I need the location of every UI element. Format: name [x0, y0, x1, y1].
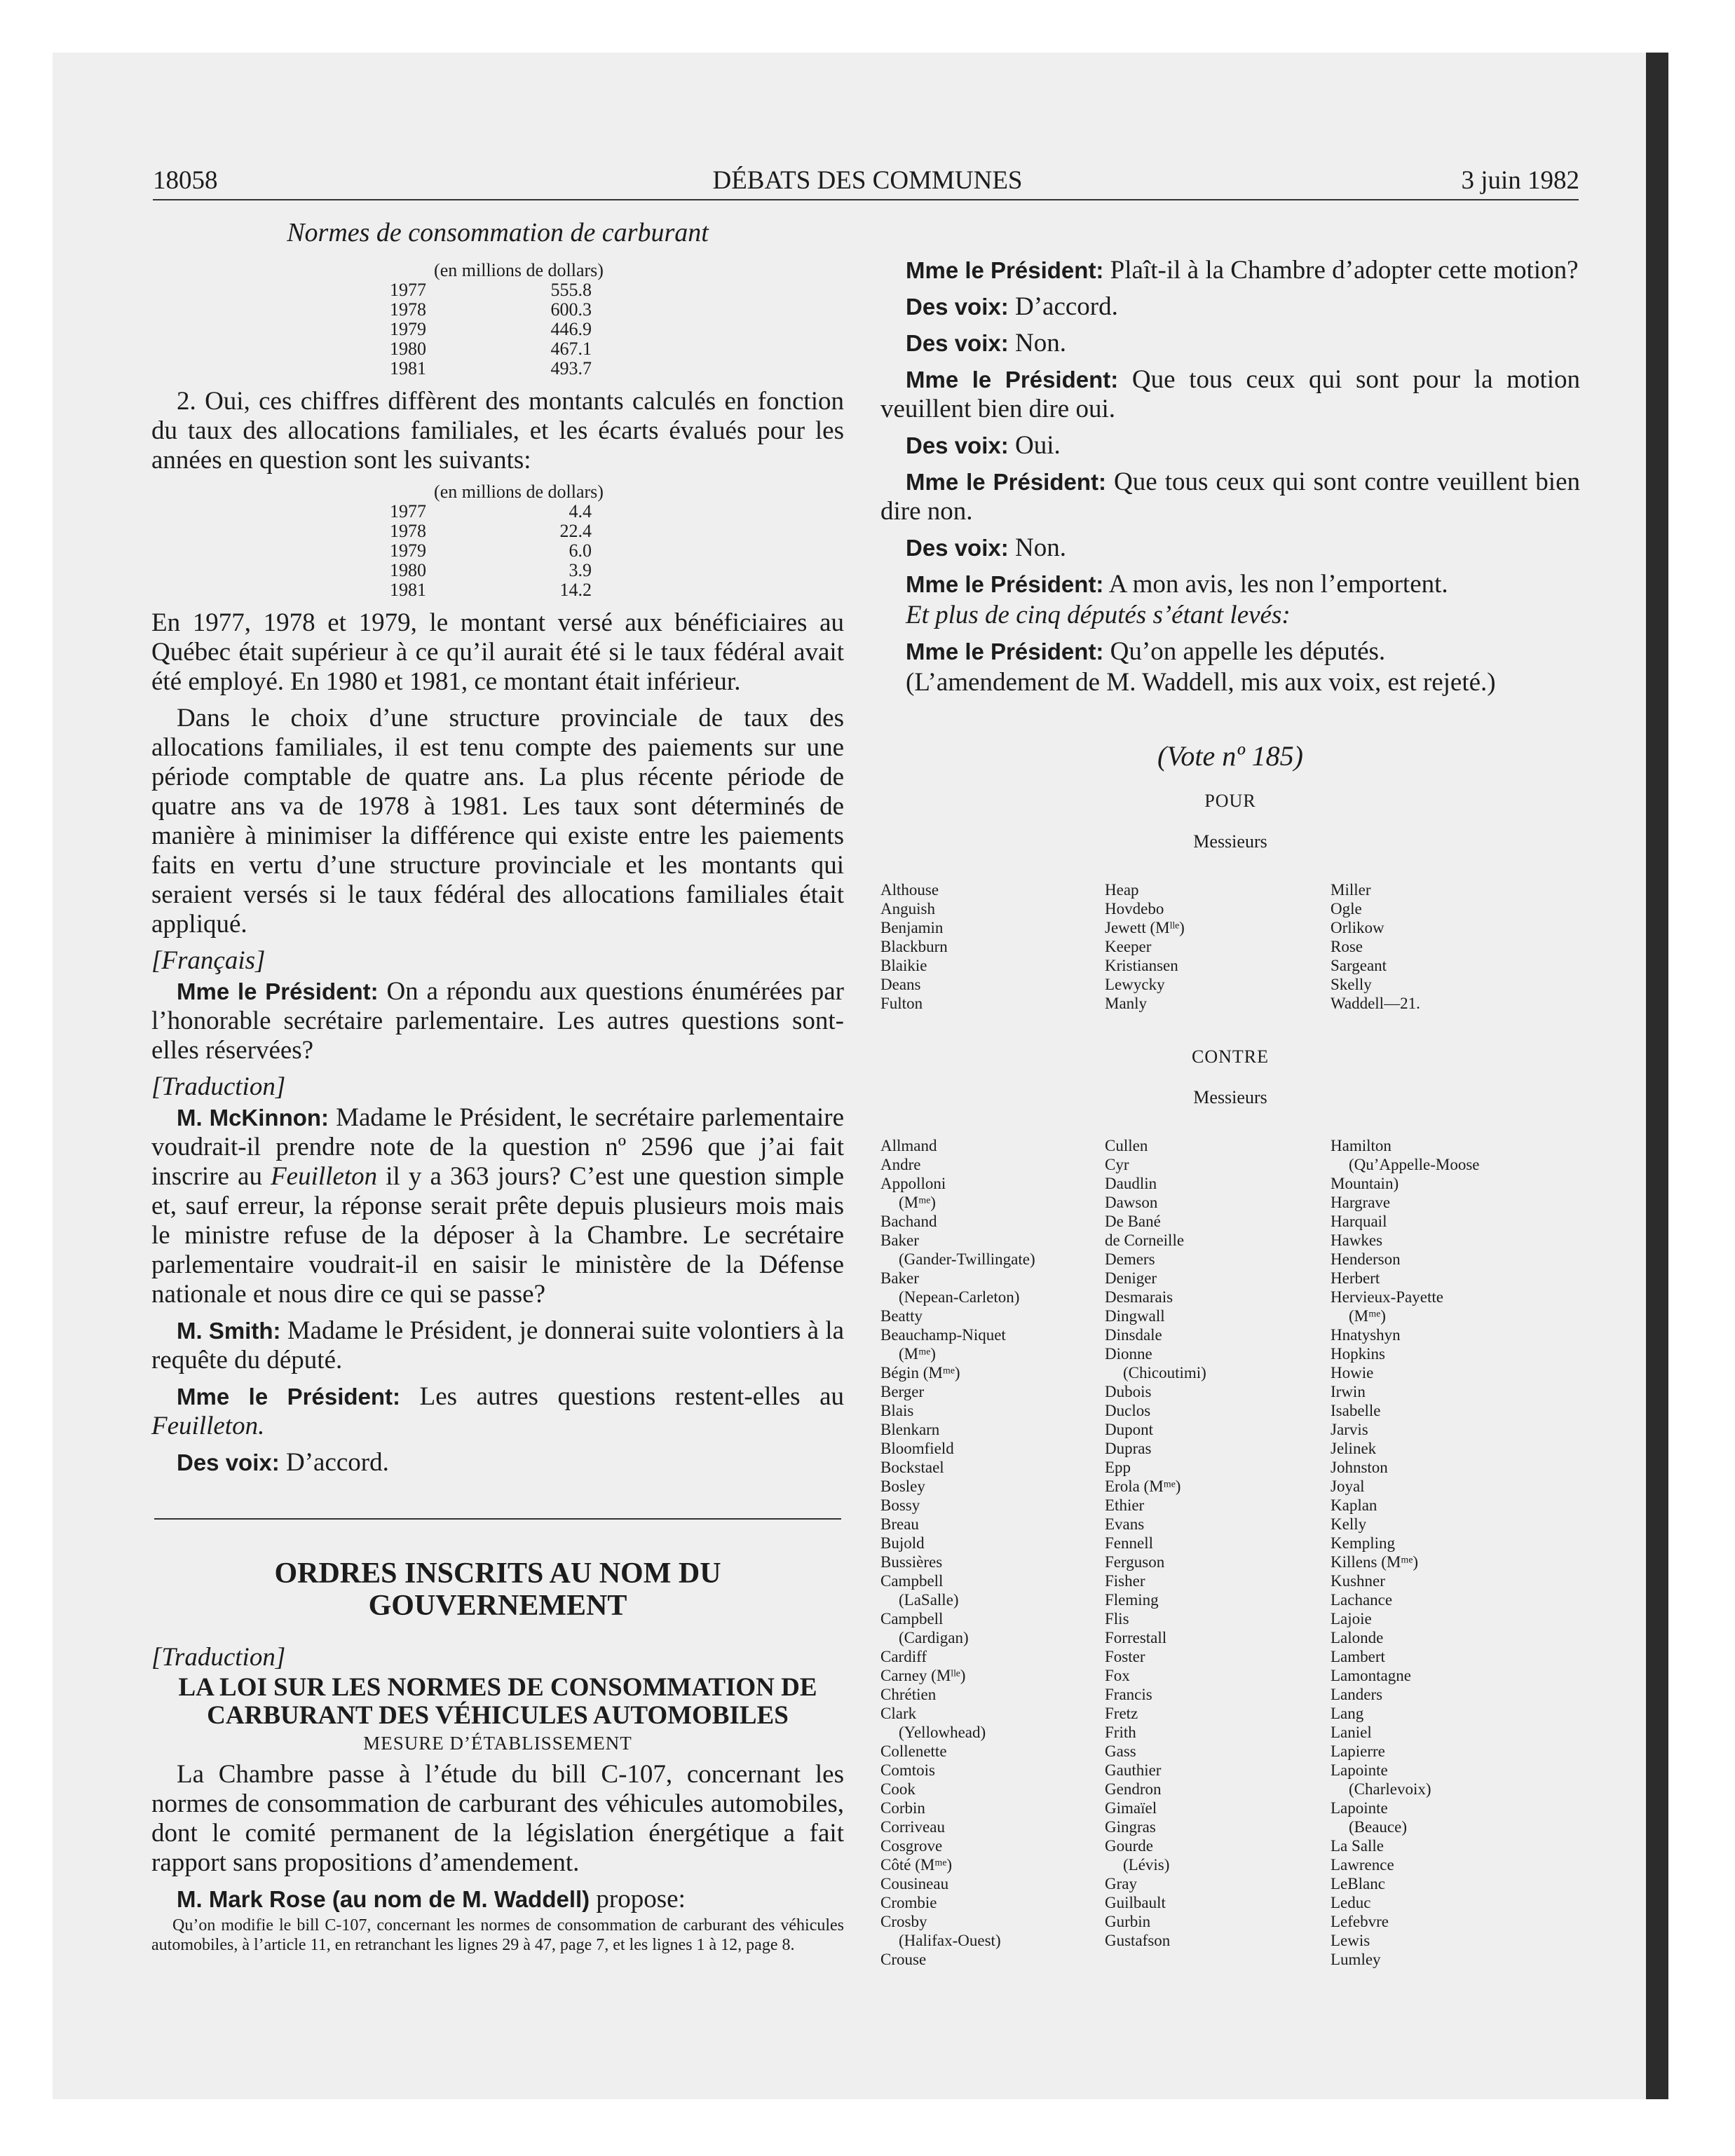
- language-marker: [Français]: [151, 946, 266, 975]
- member-name: Breau: [880, 1515, 919, 1533]
- member-name: Hnatyshyn: [1331, 1326, 1401, 1344]
- member-name: Clark: [880, 1705, 917, 1722]
- speaker-name: Mme le Président:: [906, 257, 1104, 283]
- member-name: Herbert: [1331, 1269, 1380, 1287]
- member-name: Gurbin: [1105, 1913, 1151, 1930]
- member-name: Desmarais: [1105, 1288, 1173, 1306]
- member-name: Lapierre: [1331, 1742, 1385, 1760]
- table-unit: (en millions de dollars): [434, 482, 604, 502]
- vote-pour-label: POUR: [1204, 791, 1256, 811]
- table-row: 1977 4.4: [390, 501, 592, 521]
- speaker-name: Des voix:: [906, 294, 1009, 320]
- table-row: 1980 3.9: [390, 560, 592, 580]
- member-name: Kelly: [1331, 1515, 1367, 1533]
- member-name: Bloomfield: [880, 1440, 954, 1457]
- member-name: Forrestall: [1105, 1629, 1167, 1646]
- member-name: Gustafson: [1105, 1932, 1171, 1949]
- member-name: (Charlevoix): [1349, 1780, 1431, 1798]
- header-rule: [153, 199, 1579, 200]
- member-name: Corbin: [880, 1799, 925, 1817]
- motion-text: Qu’on modifie le bill C-107, concernant les normes de consommation de carburant des véhicules automobiles, à l’article 11, en retranchant les lignes 29 à 47, page 7, et les lignes 1 à 12, page 8.: [151, 1916, 844, 1954]
- speaker-name: Mme le Président:: [177, 978, 379, 1004]
- member-name: Landers: [1331, 1686, 1383, 1703]
- member-name: Crombie: [880, 1894, 937, 1911]
- member-name: Guilbault: [1105, 1894, 1166, 1911]
- member-name: Hovdebo: [1105, 900, 1164, 917]
- member-name: Benjamin: [880, 919, 944, 936]
- member-name: Jewett (Mˡˡᵉ): [1105, 919, 1185, 936]
- member-name: Lajoie: [1331, 1610, 1372, 1628]
- member-name: Côté (Mᵐᵉ): [880, 1856, 953, 1874]
- member-name: Fretz: [1105, 1705, 1138, 1722]
- member-name: Cardiff: [880, 1648, 927, 1665]
- name-column: [1105, 1136, 1331, 1969]
- contre-names: [880, 1136, 1580, 1969]
- table-caption: Normes de consommation de carburant: [287, 218, 709, 247]
- speech-paragraph: Des voix: Non.: [906, 329, 1066, 357]
- member-name: Baker: [880, 1269, 919, 1287]
- speaker-name: Des voix:: [906, 432, 1009, 458]
- member-name: de Corneille: [1105, 1231, 1185, 1249]
- language-marker: [Traduction]: [151, 1643, 286, 1672]
- member-name: Gass: [1105, 1742, 1136, 1760]
- member-name: Heap: [1105, 881, 1139, 899]
- member-name: Deniger: [1105, 1269, 1157, 1287]
- member-name: (Beauce): [1349, 1818, 1407, 1836]
- member-name: De Bané: [1105, 1213, 1161, 1230]
- speech-paragraph: Des voix: D’accord.: [906, 292, 1118, 321]
- speech-paragraph: Mme le Président: Que tous ceux qui sont contre veuillent bien dire non.: [880, 468, 1580, 526]
- member-name: Dupont: [1105, 1421, 1153, 1438]
- member-name: Lapointe: [1331, 1761, 1388, 1779]
- page-date: 3 juin 1982: [1461, 166, 1579, 195]
- member-name: Hawkes: [1331, 1231, 1383, 1249]
- speaker-name: Mme le Président:: [906, 367, 1119, 393]
- member-name: Rose: [1331, 938, 1363, 955]
- member-name: Gourde: [1105, 1837, 1153, 1855]
- member-name: Dawson: [1105, 1194, 1158, 1211]
- paragraph-2: 2. Oui, ces chiffres diffèrent des montants calculés en fonction du taux des allocations familiales, et les écarts évalués pour les années en question sont les suivants:: [151, 387, 844, 475]
- member-name: Campbell: [880, 1572, 944, 1590]
- section-separator: [154, 1518, 841, 1520]
- member-name: Foster: [1105, 1648, 1145, 1665]
- member-name: Johnston: [1331, 1459, 1388, 1476]
- member-name: Lewis: [1331, 1932, 1370, 1949]
- member-name: Dinsdale: [1105, 1326, 1162, 1344]
- paragraph-3: En 1977, 1978 et 1979, le montant versé aux bénéficiaires au Québec était supérieur à ce qu’il aurait été si le taux fédéral avait été employé. En 1980 et 1981, ce montant était inférieur.: [151, 608, 844, 696]
- member-name: Bosley: [880, 1478, 925, 1495]
- speech-paragraph: Des voix: Non.: [906, 533, 1066, 562]
- member-name: Blais: [880, 1402, 914, 1419]
- member-name: (Chicoutimi): [1123, 1364, 1206, 1381]
- vote-contre-sub: Messieurs: [1193, 1087, 1267, 1107]
- table-unit: (en millions de dollars): [434, 260, 604, 280]
- member-name: Deans: [880, 976, 921, 993]
- member-name: (Nepean-Carleton): [899, 1288, 1020, 1306]
- speech-paragraph: M. McKinnon: Madame le Président, le secrétaire parlementaire voudrait-il prendre note de la question nº 2596 que j’ai fait inscrire au Feuilleton il y a 363 jours? C’est une question simple et, sauf erreur, la réponse serait prête depuis plusieurs mois mais le ministre refuse de la déposer à la Chambre. Le secrétaire parlementaire voudrait-il en saisir le ministère de la Défense nationale et nous dire ce qui se passe?: [151, 1103, 845, 1309]
- name-column: [880, 1136, 1105, 1969]
- member-name: Francis: [1105, 1686, 1152, 1703]
- member-name: Flis: [1105, 1610, 1129, 1628]
- member-name: Gendron: [1105, 1780, 1162, 1798]
- bill-title: LA LOI SUR LES NORMES DE CONSOMMATION DE CARBURANT DES VÉHICULES AUTOMOBILES: [178, 1673, 817, 1730]
- member-name: Berger: [880, 1383, 925, 1400]
- language-marker: [Traduction]: [151, 1072, 286, 1101]
- member-name: Campbell: [880, 1610, 944, 1628]
- procedural-note: Et plus de cinq députés s’étant levés:: [906, 601, 1291, 629]
- table-fuel-standards: [151, 261, 844, 378]
- page-number: 18058: [153, 166, 218, 195]
- member-name: Miller: [1331, 881, 1371, 899]
- member-name: Gray: [1105, 1875, 1137, 1892]
- member-name: Manly: [1105, 995, 1148, 1012]
- member-name: Fennell: [1105, 1534, 1153, 1552]
- vote-title: (Vote nº 185): [1157, 740, 1303, 772]
- member-name: (Halifax-Ouest): [899, 1932, 1001, 1949]
- member-name: (Gander-Twillingate): [899, 1250, 1035, 1268]
- name-column: [1331, 1136, 1580, 1969]
- member-name: Lumley: [1331, 1951, 1381, 1968]
- speech-paragraph: M. Smith: Madame le Président, je donnerai suite volontiers à la requête du député.: [151, 1316, 845, 1374]
- table-row: 1979 6.0: [390, 540, 592, 561]
- member-name: Hargrave: [1331, 1194, 1391, 1211]
- member-name: Bossy: [880, 1496, 920, 1514]
- member-name: Gimaïel: [1105, 1799, 1157, 1817]
- member-name: Lefebvre: [1331, 1913, 1389, 1930]
- table-row: 1981 14.2: [390, 580, 592, 600]
- speaker-name: Des voix:: [906, 330, 1009, 356]
- member-name: Daudlin: [1105, 1175, 1157, 1192]
- member-name: Comtois: [880, 1761, 935, 1779]
- member-name: Mountain): [1331, 1175, 1399, 1192]
- member-name: Hervieux-Payette: [1331, 1288, 1443, 1306]
- member-name: Bégin (Mᵐᵉ): [880, 1364, 960, 1381]
- member-name: Waddell—21.: [1331, 995, 1420, 1012]
- speech-paragraph: M. Mark Rose (au nom de M. Waddell) propose:: [177, 1885, 686, 1913]
- member-name: Erola (Mᵐᵉ): [1105, 1478, 1181, 1495]
- member-name: Kaplan: [1331, 1496, 1377, 1514]
- table-row: 1977 555.8: [390, 280, 592, 300]
- speech-paragraph: Des voix: Oui.: [906, 431, 1061, 460]
- member-name: Isabelle: [1331, 1402, 1381, 1419]
- member-name: (Qu’Appelle-Moose: [1349, 1156, 1480, 1173]
- member-name: Epp: [1105, 1459, 1131, 1476]
- speech-paragraph: Mme le Président: Que tous ceux qui sont pour la motion veuillent bien dire oui.: [880, 365, 1580, 423]
- member-name: Althouse: [880, 881, 939, 899]
- member-name: Lachance: [1331, 1591, 1393, 1609]
- member-name: (Lévis): [1123, 1856, 1170, 1874]
- member-name: Gauthier: [1105, 1761, 1162, 1779]
- speaker-name: M. Mark Rose (au nom de M. Waddell): [177, 1886, 590, 1912]
- name-column: [1105, 880, 1331, 1013]
- member-name: Fisher: [1105, 1572, 1145, 1590]
- member-name: Cook: [880, 1780, 916, 1798]
- member-name: Collenette: [880, 1742, 947, 1760]
- result-note: (L’amendement de M. Waddell, mis aux voix, est rejeté.): [906, 668, 1496, 697]
- paragraph-4: Dans le choix d’une structure provinciale de taux des allocations familiales, il est tenu compte des paiements sur une période comptable de quatre ans. La plus récente période de quatre ans va de 1978 à 1981. Les taux sont déterminés de manière à minimiser la différence qui existe entre les paiements faits en vertu d’une structure provinciale et les montants qui seraient versés si le taux fédéral des allocations familiales était appliqué.: [151, 704, 844, 939]
- speaker-name: Mme le Président:: [906, 639, 1104, 664]
- speaker-name: Des voix:: [906, 535, 1009, 561]
- member-name: (Cardigan): [899, 1629, 969, 1646]
- member-name: Fulton: [880, 995, 923, 1012]
- member-name: Baker: [880, 1231, 919, 1249]
- vote-pour-sub: Messieurs: [1193, 831, 1267, 852]
- member-name: Dubois: [1105, 1383, 1152, 1400]
- speech-paragraph: Mme le Président: Qu’on appelle les députés.: [906, 637, 1386, 666]
- table-row: 1978 22.4: [390, 521, 592, 541]
- speaker-name: Mme le Président:: [906, 469, 1106, 495]
- member-name: Hamilton: [1331, 1137, 1392, 1154]
- table-row: 1979 446.9: [390, 319, 592, 339]
- member-name: Jelinek: [1331, 1440, 1377, 1457]
- section-title: ORDRES INSCRITS AU NOM DU GOUVERNEMENT: [274, 1557, 721, 1622]
- member-name: Crouse: [880, 1951, 927, 1968]
- member-name: La Salle: [1331, 1837, 1384, 1855]
- member-name: Beatty: [880, 1307, 923, 1325]
- member-name: Harquail: [1331, 1213, 1387, 1230]
- table-row: 1981 493.7: [390, 358, 592, 378]
- member-name: Chrétien: [880, 1686, 937, 1703]
- member-name: Fleming: [1105, 1591, 1159, 1609]
- speech-paragraph: Mme le Président: Plaît-il à la Chambre d’adopter cette motion?: [906, 256, 1579, 285]
- member-name: Jarvis: [1331, 1421, 1368, 1438]
- member-name: Allmand: [880, 1137, 937, 1154]
- table-row: 1980 467.1: [390, 339, 592, 359]
- speaker-name: M. Smith:: [177, 1318, 281, 1344]
- member-name: (Mᵐᵉ): [899, 1194, 936, 1211]
- member-name: Dingwall: [1105, 1307, 1165, 1325]
- bill-subtitle: MESURE D’ÉTABLISSEMENT: [363, 1733, 632, 1754]
- member-name: Sargeant: [1331, 957, 1387, 974]
- member-name: Blenkarn: [880, 1421, 940, 1438]
- member-name: Blackburn: [880, 938, 948, 955]
- member-name: Leduc: [1331, 1894, 1371, 1911]
- member-name: Hopkins: [1331, 1345, 1385, 1363]
- member-name: Dupras: [1105, 1440, 1152, 1457]
- member-name: Fox: [1105, 1667, 1130, 1684]
- member-name: Bussières: [880, 1553, 943, 1571]
- member-name: Evans: [1105, 1515, 1145, 1533]
- member-name: Anguish: [880, 900, 935, 917]
- right-column: [880, 256, 1580, 2003]
- member-name: Cousineau: [880, 1875, 949, 1892]
- member-name: Irwin: [1331, 1383, 1366, 1400]
- speaker-name: Mme le Président:: [177, 1384, 401, 1410]
- name-column: [880, 880, 1105, 1013]
- member-name: Laniel: [1331, 1724, 1372, 1741]
- member-name: Lalonde: [1331, 1629, 1384, 1646]
- member-name: Killens (Mᵐᵉ): [1331, 1553, 1419, 1571]
- member-name: Cyr: [1105, 1156, 1129, 1173]
- member-name: LeBlanc: [1331, 1875, 1385, 1892]
- table-row: 1978 600.3: [390, 299, 592, 320]
- speaker-name: Mme le Président:: [906, 571, 1104, 597]
- member-name: Lapointe: [1331, 1799, 1388, 1817]
- member-name: (Mᵐᵉ): [1349, 1307, 1386, 1325]
- member-name: (LaSalle): [899, 1591, 959, 1609]
- member-name: Demers: [1105, 1250, 1155, 1268]
- member-name: Andre: [880, 1156, 921, 1173]
- pour-names: [880, 880, 1580, 1013]
- member-name: Lamontagne: [1331, 1667, 1411, 1684]
- member-name: (Yellowhead): [899, 1724, 986, 1741]
- member-name: Ferguson: [1105, 1553, 1165, 1571]
- speech-paragraph: Mme le Président: On a répondu aux questions énumérées par l’honorable secrétaire parlementaire. Les autres questions sont-elles réservées?: [151, 977, 845, 1065]
- member-name: Crosby: [880, 1913, 927, 1930]
- member-name: Appolloni: [880, 1175, 946, 1192]
- member-name: Joyal: [1331, 1478, 1365, 1495]
- table-differences: [151, 482, 844, 600]
- member-name: Skelly: [1331, 976, 1372, 993]
- member-name: Lang: [1331, 1705, 1364, 1722]
- member-name: Dionne: [1105, 1345, 1152, 1363]
- left-column: [151, 217, 844, 1955]
- member-name: Cullen: [1105, 1137, 1148, 1154]
- speaker-name: M. McKinnon:: [177, 1105, 329, 1131]
- member-name: Ogle: [1331, 900, 1362, 917]
- member-name: (Mᵐᵉ): [899, 1345, 936, 1363]
- member-name: Bujold: [880, 1534, 925, 1552]
- member-name: Kristiansen: [1105, 957, 1178, 974]
- member-name: Bachand: [880, 1213, 937, 1230]
- member-name: Kempling: [1331, 1534, 1395, 1552]
- name-column: [1331, 880, 1580, 1013]
- running-title: DÉBATS DES COMMUNES: [712, 166, 1023, 195]
- member-name: Henderson: [1331, 1250, 1401, 1268]
- member-name: Lambert: [1331, 1648, 1385, 1665]
- member-name: Duclos: [1105, 1402, 1151, 1419]
- member-name: Cosgrove: [880, 1837, 943, 1855]
- member-name: Ethier: [1105, 1496, 1145, 1514]
- member-name: Corriveau: [880, 1818, 945, 1836]
- member-name: Beauchamp-Niquet: [880, 1326, 1006, 1344]
- member-name: Howie: [1331, 1364, 1374, 1381]
- member-name: Frith: [1105, 1724, 1136, 1741]
- member-name: Lawrence: [1331, 1856, 1394, 1874]
- member-name: Lewycky: [1105, 976, 1165, 993]
- bill-paragraph: La Chambre passe à l’étude du bill C-107, concernant les normes de consommation de carburant des véhicules automobiles, dont le comité permanent de la législation énergétique a fait rapport sans propositions d’amendement.: [151, 1760, 844, 1877]
- member-name: Carney (Mˡˡᵉ): [880, 1667, 966, 1684]
- member-name: Blaikie: [880, 957, 927, 974]
- member-name: Orlikow: [1331, 919, 1384, 936]
- member-name: Bockstael: [880, 1459, 944, 1476]
- member-name: Keeper: [1105, 938, 1152, 955]
- scan-edge-bar: [1646, 53, 1668, 2099]
- speech-paragraph: Mme le Président: A mon avis, les non l’emportent.: [906, 570, 1448, 599]
- member-name: Gingras: [1105, 1818, 1156, 1836]
- speaker-name: Des voix:: [177, 1449, 280, 1475]
- speech-paragraph: Des voix: D’accord.: [177, 1448, 389, 1477]
- speech-paragraph: Mme le Président: Les autres questions restent-elles au Feuilleton.: [151, 1382, 845, 1440]
- vote-contre-label: CONTRE: [1192, 1046, 1269, 1067]
- member-name: Kushner: [1331, 1572, 1385, 1590]
